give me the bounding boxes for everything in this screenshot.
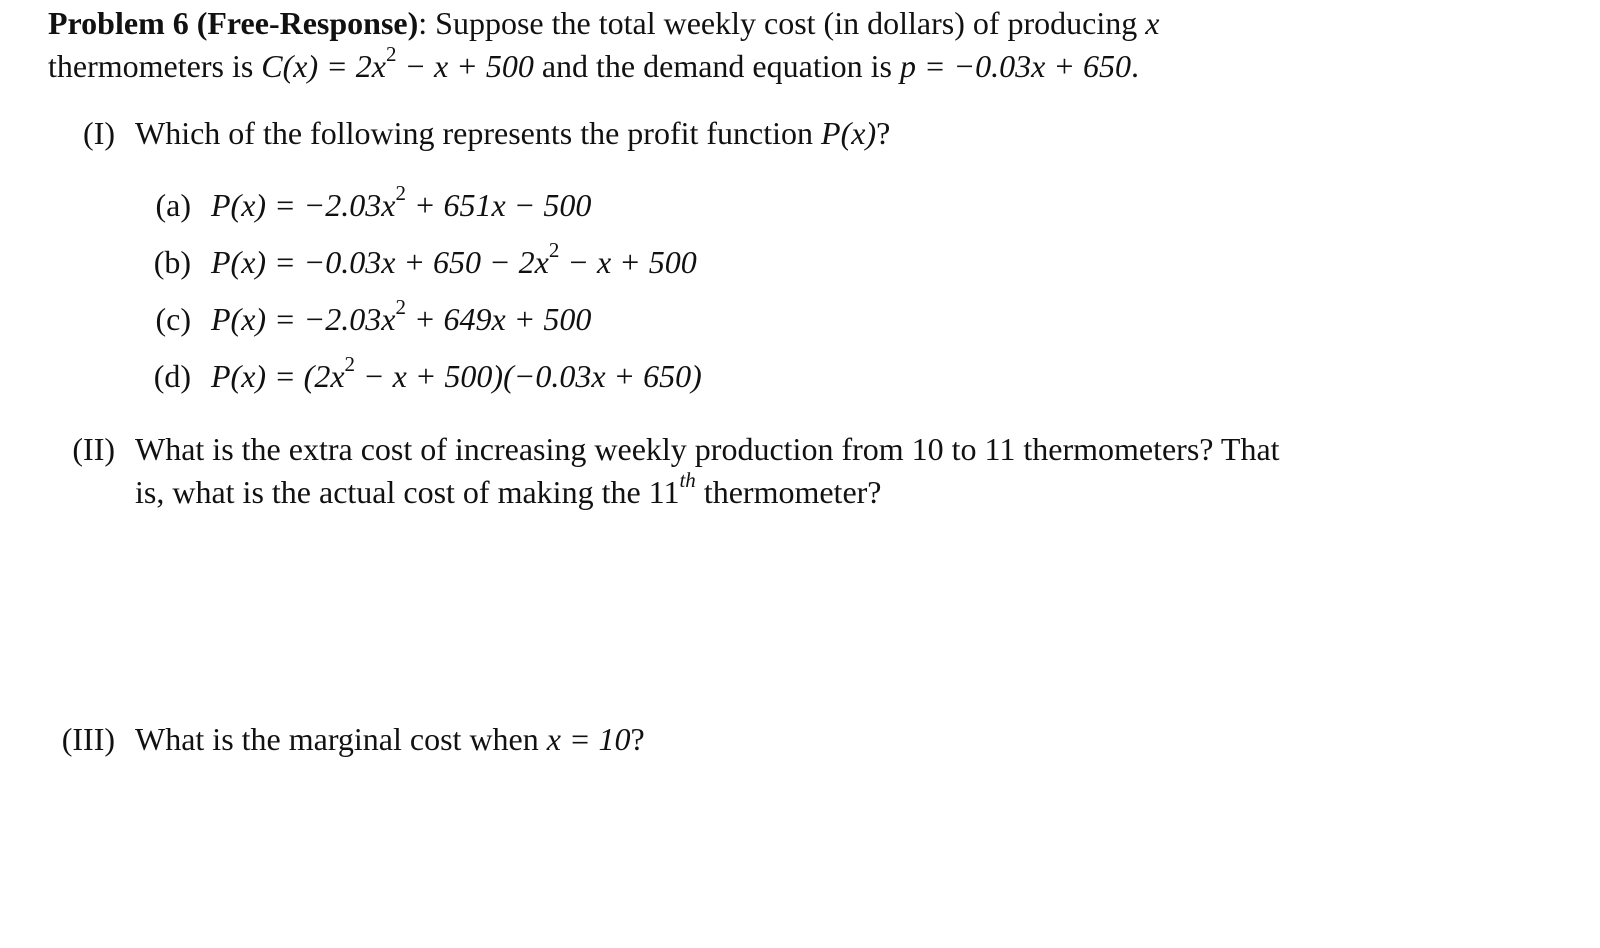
cost-function-exponent: 2 <box>385 42 397 67</box>
profit-function-symbol: P(x) <box>821 115 877 151</box>
option-a-rhs: + 651x − 500 <box>405 187 592 223</box>
ordinal-suffix: th <box>679 468 696 493</box>
problem-statement-line-2 <box>48 42 1548 88</box>
part-2-line-1: What is the extra cost of increasing weekly production from 10 to 11 thermometers? That <box>135 431 1280 467</box>
option-c <box>155 295 592 341</box>
option-d-label: (d) <box>153 358 191 394</box>
part-2-line-2-end: thermometer? <box>695 474 882 510</box>
problem-statement <box>48 2 1548 88</box>
part-2-question <box>72 428 1280 471</box>
problem-intro-text-2: thermometers is <box>48 48 262 84</box>
demand-equation: p = −0.03x + 650 <box>899 48 1131 84</box>
option-d-lhs: P(x) = (2x <box>211 358 345 394</box>
problem-intro-text-3: and the demand equation is <box>533 48 900 84</box>
part-3-label: (III) <box>61 721 115 757</box>
part-2-label: (II) <box>72 431 115 467</box>
problem-statement-line-1 <box>48 2 1548 45</box>
part-1-label: (I) <box>83 115 115 151</box>
cost-function: C(x) = 2x <box>261 48 386 84</box>
option-c-lhs: P(x) = −2.03x <box>211 301 396 337</box>
option-c-label: (c) <box>155 301 191 337</box>
option-b-label: (b) <box>153 244 191 280</box>
question-mark: ? <box>876 115 891 151</box>
variable-x: x <box>1145 5 1160 41</box>
option-c-rhs: + 649x + 500 <box>405 301 592 337</box>
option-d-exponent: 2 <box>344 352 356 377</box>
part-1-question <box>83 112 891 155</box>
option-b-exponent: 2 <box>548 238 560 263</box>
part-3-question <box>61 718 645 761</box>
option-d-rhs: − x + 500)(−0.03x + 650) <box>355 358 702 394</box>
part-3-math: x = 10 <box>546 721 631 757</box>
option-b <box>153 238 697 284</box>
sentence-period: . <box>1130 48 1139 84</box>
option-a-exponent: 2 <box>395 181 406 206</box>
part-2-line-2: is, what is the actual cost of making the 11 <box>135 474 680 510</box>
part-3-text: What is the marginal cost when <box>135 721 547 757</box>
option-b-lhs: P(x) = −0.03x + 650 − 2x <box>211 244 549 280</box>
option-a-label: (a) <box>155 187 191 223</box>
part-1-text: Which of the following represents the profit function <box>135 115 822 151</box>
question-mark-3: ? <box>630 721 645 757</box>
problem-intro-text: : Suppose the total weekly cost (in dollars) of producing <box>418 5 1146 41</box>
option-b-rhs: − x + 500 <box>559 244 697 280</box>
option-d <box>153 352 702 398</box>
option-c-exponent: 2 <box>395 295 406 320</box>
option-a <box>155 181 592 227</box>
option-a-lhs: P(x) = −2.03x <box>211 187 396 223</box>
cost-function-rest: − x + 500 <box>396 48 534 84</box>
part-2-question-continued <box>135 468 882 514</box>
problem-heading: Problem 6 (Free-Response) <box>48 5 419 41</box>
